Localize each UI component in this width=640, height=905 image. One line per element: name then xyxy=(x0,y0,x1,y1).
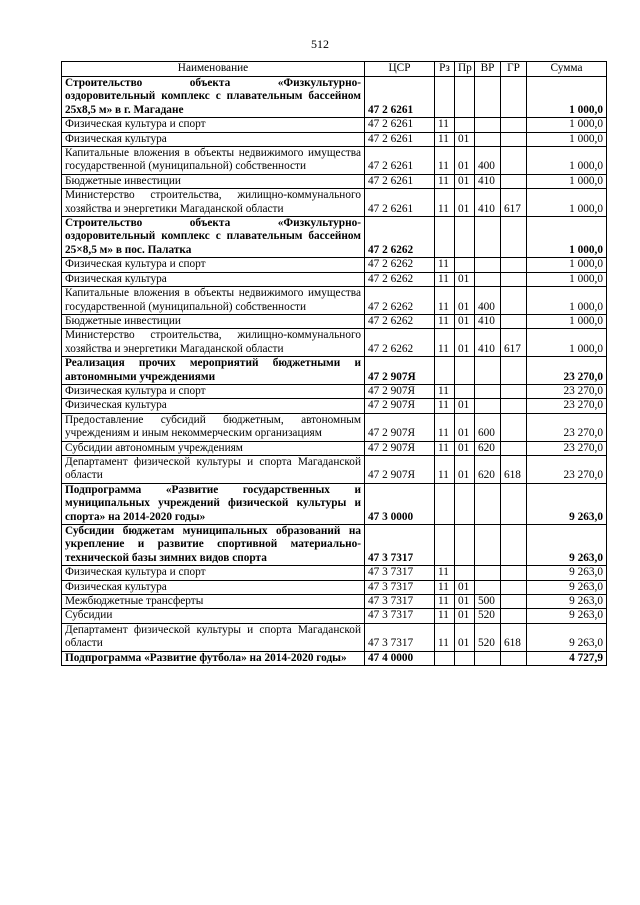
cell-pr xyxy=(455,651,475,665)
cell-sum: 9 263,0 xyxy=(527,609,607,623)
cell-rz: 11 xyxy=(435,189,455,217)
cell-gr xyxy=(501,483,527,524)
cell-pr: 01 xyxy=(455,413,475,441)
cell-pr xyxy=(455,258,475,272)
cell-pr xyxy=(455,483,475,524)
cell-name: Подпрограмма «Развитие государственных и муниципальных учреждений физической культуры и спорта» на 2014-2020 годы» xyxy=(62,483,365,524)
table-row xyxy=(62,132,607,146)
cell-gr xyxy=(501,651,527,665)
cell-vr xyxy=(475,483,501,524)
cell-rz: 11 xyxy=(435,441,455,455)
cell-gr xyxy=(501,580,527,594)
cell-name: Физическая культура и спорт xyxy=(62,258,365,272)
cell-pr xyxy=(455,525,475,566)
cell-gr xyxy=(501,272,527,286)
table-row xyxy=(62,329,607,357)
cell-rz xyxy=(435,483,455,524)
cell-gr xyxy=(501,147,527,175)
cell-sum: 23 270,0 xyxy=(527,455,607,483)
cell-rz: 11 xyxy=(435,118,455,132)
cell-rz: 11 xyxy=(435,329,455,357)
cell-sum: 23 270,0 xyxy=(527,399,607,413)
cell-name: Физическая культура xyxy=(62,399,365,413)
table-row xyxy=(62,287,607,315)
table-row xyxy=(62,580,607,594)
cell-csr: 47 2 907Я xyxy=(365,384,435,398)
table-row xyxy=(62,217,607,258)
header-rz: Рз xyxy=(435,62,455,77)
cell-pr xyxy=(455,384,475,398)
cell-gr xyxy=(501,357,527,385)
table-header-row xyxy=(62,62,607,77)
cell-name: Капитальные вложения в объекты недвижимого имущества государственной (муниципальной) собственности xyxy=(62,147,365,175)
cell-vr xyxy=(475,580,501,594)
cell-gr xyxy=(501,595,527,609)
cell-rz: 11 xyxy=(435,147,455,175)
cell-vr xyxy=(475,399,501,413)
cell-pr xyxy=(455,118,475,132)
cell-name: Физическая культура xyxy=(62,580,365,594)
cell-gr xyxy=(501,609,527,623)
cell-vr xyxy=(475,118,501,132)
cell-vr: 410 xyxy=(475,189,501,217)
cell-csr: 47 2 907Я xyxy=(365,399,435,413)
cell-csr: 47 2 6261 xyxy=(365,174,435,188)
table-row xyxy=(62,77,607,118)
table-row xyxy=(62,174,607,188)
table-row xyxy=(62,189,607,217)
cell-sum: 9 263,0 xyxy=(527,483,607,524)
cell-pr xyxy=(455,357,475,385)
cell-rz: 11 xyxy=(435,384,455,398)
header-name: Наименование xyxy=(62,62,365,77)
cell-vr: 520 xyxy=(475,623,501,651)
cell-csr: 47 3 7317 xyxy=(365,525,435,566)
cell-sum: 9 263,0 xyxy=(527,595,607,609)
table-row xyxy=(62,566,607,580)
cell-pr: 01 xyxy=(455,580,475,594)
cell-sum: 1 000,0 xyxy=(527,189,607,217)
cell-rz: 11 xyxy=(435,580,455,594)
table-row xyxy=(62,399,607,413)
cell-gr xyxy=(501,314,527,328)
cell-csr: 47 3 7317 xyxy=(365,623,435,651)
cell-gr xyxy=(501,566,527,580)
cell-csr: 47 2 907Я xyxy=(365,455,435,483)
cell-csr: 47 2 907Я xyxy=(365,357,435,385)
cell-name: Физическая культура xyxy=(62,132,365,146)
cell-name: Министерство строительства, жилищно-коммунального хозяйства и энергетики Магаданской области xyxy=(62,189,365,217)
cell-csr: 47 3 7317 xyxy=(365,595,435,609)
cell-gr xyxy=(501,174,527,188)
cell-sum: 9 263,0 xyxy=(527,580,607,594)
cell-pr: 01 xyxy=(455,272,475,286)
cell-vr: 410 xyxy=(475,174,501,188)
cell-sum: 1 000,0 xyxy=(527,132,607,146)
cell-rz: 11 xyxy=(435,413,455,441)
cell-name: Физическая культура и спорт xyxy=(62,118,365,132)
cell-sum: 4 727,9 xyxy=(527,651,607,665)
cell-rz: 11 xyxy=(435,132,455,146)
table-row xyxy=(62,483,607,524)
table-row xyxy=(62,272,607,286)
cell-rz: 11 xyxy=(435,609,455,623)
cell-name: Физическая культура и спорт xyxy=(62,566,365,580)
page-number: 512 xyxy=(311,37,329,51)
cell-sum: 1 000,0 xyxy=(527,217,607,258)
table-row xyxy=(62,357,607,385)
cell-sum: 9 263,0 xyxy=(527,525,607,566)
cell-sum: 1 000,0 xyxy=(527,272,607,286)
cell-gr xyxy=(501,525,527,566)
table-row xyxy=(62,609,607,623)
cell-csr: 47 2 6262 xyxy=(365,217,435,258)
budget-table xyxy=(61,61,607,666)
cell-gr xyxy=(501,287,527,315)
table-row xyxy=(62,441,607,455)
cell-vr: 410 xyxy=(475,314,501,328)
cell-rz: 11 xyxy=(435,399,455,413)
cell-vr xyxy=(475,217,501,258)
table-row xyxy=(62,595,607,609)
cell-gr xyxy=(501,217,527,258)
table-row xyxy=(62,314,607,328)
cell-csr: 47 3 7317 xyxy=(365,580,435,594)
cell-name: Бюджетные инвестиции xyxy=(62,174,365,188)
cell-sum: 9 263,0 xyxy=(527,623,607,651)
table-row xyxy=(62,147,607,175)
cell-sum: 23 270,0 xyxy=(527,441,607,455)
cell-rz: 11 xyxy=(435,174,455,188)
cell-name: Капитальные вложения в объекты недвижимого имущества государственной (муниципальной) собственности xyxy=(62,287,365,315)
cell-gr xyxy=(501,132,527,146)
cell-pr: 01 xyxy=(455,189,475,217)
cell-pr: 01 xyxy=(455,147,475,175)
cell-csr: 47 4 0000 xyxy=(365,651,435,665)
cell-csr: 47 2 6261 xyxy=(365,77,435,118)
cell-sum: 9 263,0 xyxy=(527,566,607,580)
cell-vr: 520 xyxy=(475,609,501,623)
cell-vr: 600 xyxy=(475,413,501,441)
cell-name: Субсидии автономным учреждениям xyxy=(62,441,365,455)
header-sum: Сумма xyxy=(527,62,607,77)
cell-vr xyxy=(475,258,501,272)
cell-name: Субсидии бюджетам муниципальных образований на укрепление и развитие спортивной материально-технической базы зимних видов спорта xyxy=(62,525,365,566)
cell-sum: 1 000,0 xyxy=(527,287,607,315)
cell-rz: 11 xyxy=(435,272,455,286)
cell-vr: 400 xyxy=(475,287,501,315)
table-row xyxy=(62,118,607,132)
cell-pr xyxy=(455,77,475,118)
cell-rz: 11 xyxy=(435,595,455,609)
cell-vr: 620 xyxy=(475,455,501,483)
cell-rz: 11 xyxy=(435,623,455,651)
cell-sum: 1 000,0 xyxy=(527,174,607,188)
cell-sum: 1 000,0 xyxy=(527,147,607,175)
cell-vr xyxy=(475,357,501,385)
cell-csr: 47 2 6262 xyxy=(365,258,435,272)
cell-name: Бюджетные инвестиции xyxy=(62,314,365,328)
cell-name: Субсидии xyxy=(62,609,365,623)
table-body xyxy=(62,77,607,666)
cell-rz xyxy=(435,651,455,665)
cell-csr: 47 2 6261 xyxy=(365,132,435,146)
cell-csr: 47 3 7317 xyxy=(365,566,435,580)
cell-vr xyxy=(475,566,501,580)
cell-sum: 1 000,0 xyxy=(527,329,607,357)
cell-pr: 01 xyxy=(455,455,475,483)
cell-pr: 01 xyxy=(455,329,475,357)
cell-name: Физическая культура xyxy=(62,272,365,286)
cell-sum: 1 000,0 xyxy=(527,314,607,328)
cell-name: Реализация прочих мероприятий бюджетными и автономными учреждениями xyxy=(62,357,365,385)
cell-pr: 01 xyxy=(455,609,475,623)
cell-vr: 620 xyxy=(475,441,501,455)
cell-sum: 1 000,0 xyxy=(527,118,607,132)
header-gr: ГР xyxy=(501,62,527,77)
cell-rz: 11 xyxy=(435,566,455,580)
cell-csr: 47 3 7317 xyxy=(365,609,435,623)
cell-sum: 1 000,0 xyxy=(527,258,607,272)
cell-pr xyxy=(455,566,475,580)
cell-csr: 47 3 0000 xyxy=(365,483,435,524)
cell-gr xyxy=(501,413,527,441)
cell-csr: 47 2 907Я xyxy=(365,413,435,441)
cell-gr: 618 xyxy=(501,623,527,651)
cell-rz: 11 xyxy=(435,287,455,315)
cell-gr xyxy=(501,384,527,398)
table-row xyxy=(62,384,607,398)
cell-rz xyxy=(435,357,455,385)
cell-name: Подпрограмма «Развитие футбола» на 2014-2020 годы» xyxy=(62,651,365,665)
table-row xyxy=(62,525,607,566)
cell-pr: 01 xyxy=(455,441,475,455)
table-row xyxy=(62,651,607,665)
header-csr: ЦСР xyxy=(365,62,435,77)
cell-csr: 47 2 6261 xyxy=(365,189,435,217)
cell-name: Строительство объекта «Физкультурно-оздоровительный комплекс с плавательным бассейном 25х8,5 м» в г. Магадане xyxy=(62,77,365,118)
cell-csr: 47 2 6262 xyxy=(365,272,435,286)
cell-gr: 617 xyxy=(501,329,527,357)
header-pr: Пр xyxy=(455,62,475,77)
cell-pr: 01 xyxy=(455,399,475,413)
table-row xyxy=(62,623,607,651)
cell-rz xyxy=(435,217,455,258)
cell-name: Межбюджетные трансферты xyxy=(62,595,365,609)
cell-name: Предоставление субсидий бюджетным, автономным учреждениям и иным некоммерческим организациям xyxy=(62,413,365,441)
cell-vr xyxy=(475,384,501,398)
cell-name: Министерство строительства, жилищно-коммунального хозяйства и энергетики Магаданской области xyxy=(62,329,365,357)
table-row xyxy=(62,413,607,441)
cell-csr: 47 2 6261 xyxy=(365,118,435,132)
cell-sum: 23 270,0 xyxy=(527,384,607,398)
cell-rz: 11 xyxy=(435,258,455,272)
cell-pr: 01 xyxy=(455,595,475,609)
cell-pr: 01 xyxy=(455,287,475,315)
cell-pr: 01 xyxy=(455,623,475,651)
cell-vr: 400 xyxy=(475,147,501,175)
cell-gr: 617 xyxy=(501,189,527,217)
cell-rz: 11 xyxy=(435,314,455,328)
cell-csr: 47 2 6261 xyxy=(365,147,435,175)
cell-vr: 410 xyxy=(475,329,501,357)
cell-gr xyxy=(501,258,527,272)
cell-csr: 47 2 907Я xyxy=(365,441,435,455)
header-vr: ВР xyxy=(475,62,501,77)
cell-csr: 47 2 6262 xyxy=(365,314,435,328)
cell-name: Департамент физической культуры и спорта Магаданской области xyxy=(62,455,365,483)
cell-gr xyxy=(501,77,527,118)
cell-pr: 01 xyxy=(455,132,475,146)
cell-csr: 47 2 6262 xyxy=(365,329,435,357)
cell-vr xyxy=(475,272,501,286)
cell-pr: 01 xyxy=(455,314,475,328)
cell-vr xyxy=(475,525,501,566)
cell-name: Строительство объекта «Физкультурно-оздоровительный комплекс с плавательным бассейном 25×8,5 м» в пос. Палатка xyxy=(62,217,365,258)
cell-vr xyxy=(475,651,501,665)
cell-csr: 47 2 6262 xyxy=(365,287,435,315)
cell-vr xyxy=(475,77,501,118)
cell-name: Департамент физической культуры и спорта Магаданской области xyxy=(62,623,365,651)
cell-name: Физическая культура и спорт xyxy=(62,384,365,398)
cell-gr: 618 xyxy=(501,455,527,483)
cell-gr xyxy=(501,441,527,455)
cell-rz: 11 xyxy=(435,455,455,483)
cell-vr: 500 xyxy=(475,595,501,609)
cell-pr xyxy=(455,217,475,258)
cell-sum: 23 270,0 xyxy=(527,413,607,441)
cell-gr xyxy=(501,118,527,132)
cell-pr: 01 xyxy=(455,174,475,188)
cell-vr xyxy=(475,132,501,146)
cell-rz xyxy=(435,525,455,566)
table-row xyxy=(62,258,607,272)
cell-rz xyxy=(435,77,455,118)
cell-gr xyxy=(501,399,527,413)
cell-sum: 1 000,0 xyxy=(527,77,607,118)
table-row xyxy=(62,455,607,483)
cell-sum: 23 270,0 xyxy=(527,357,607,385)
